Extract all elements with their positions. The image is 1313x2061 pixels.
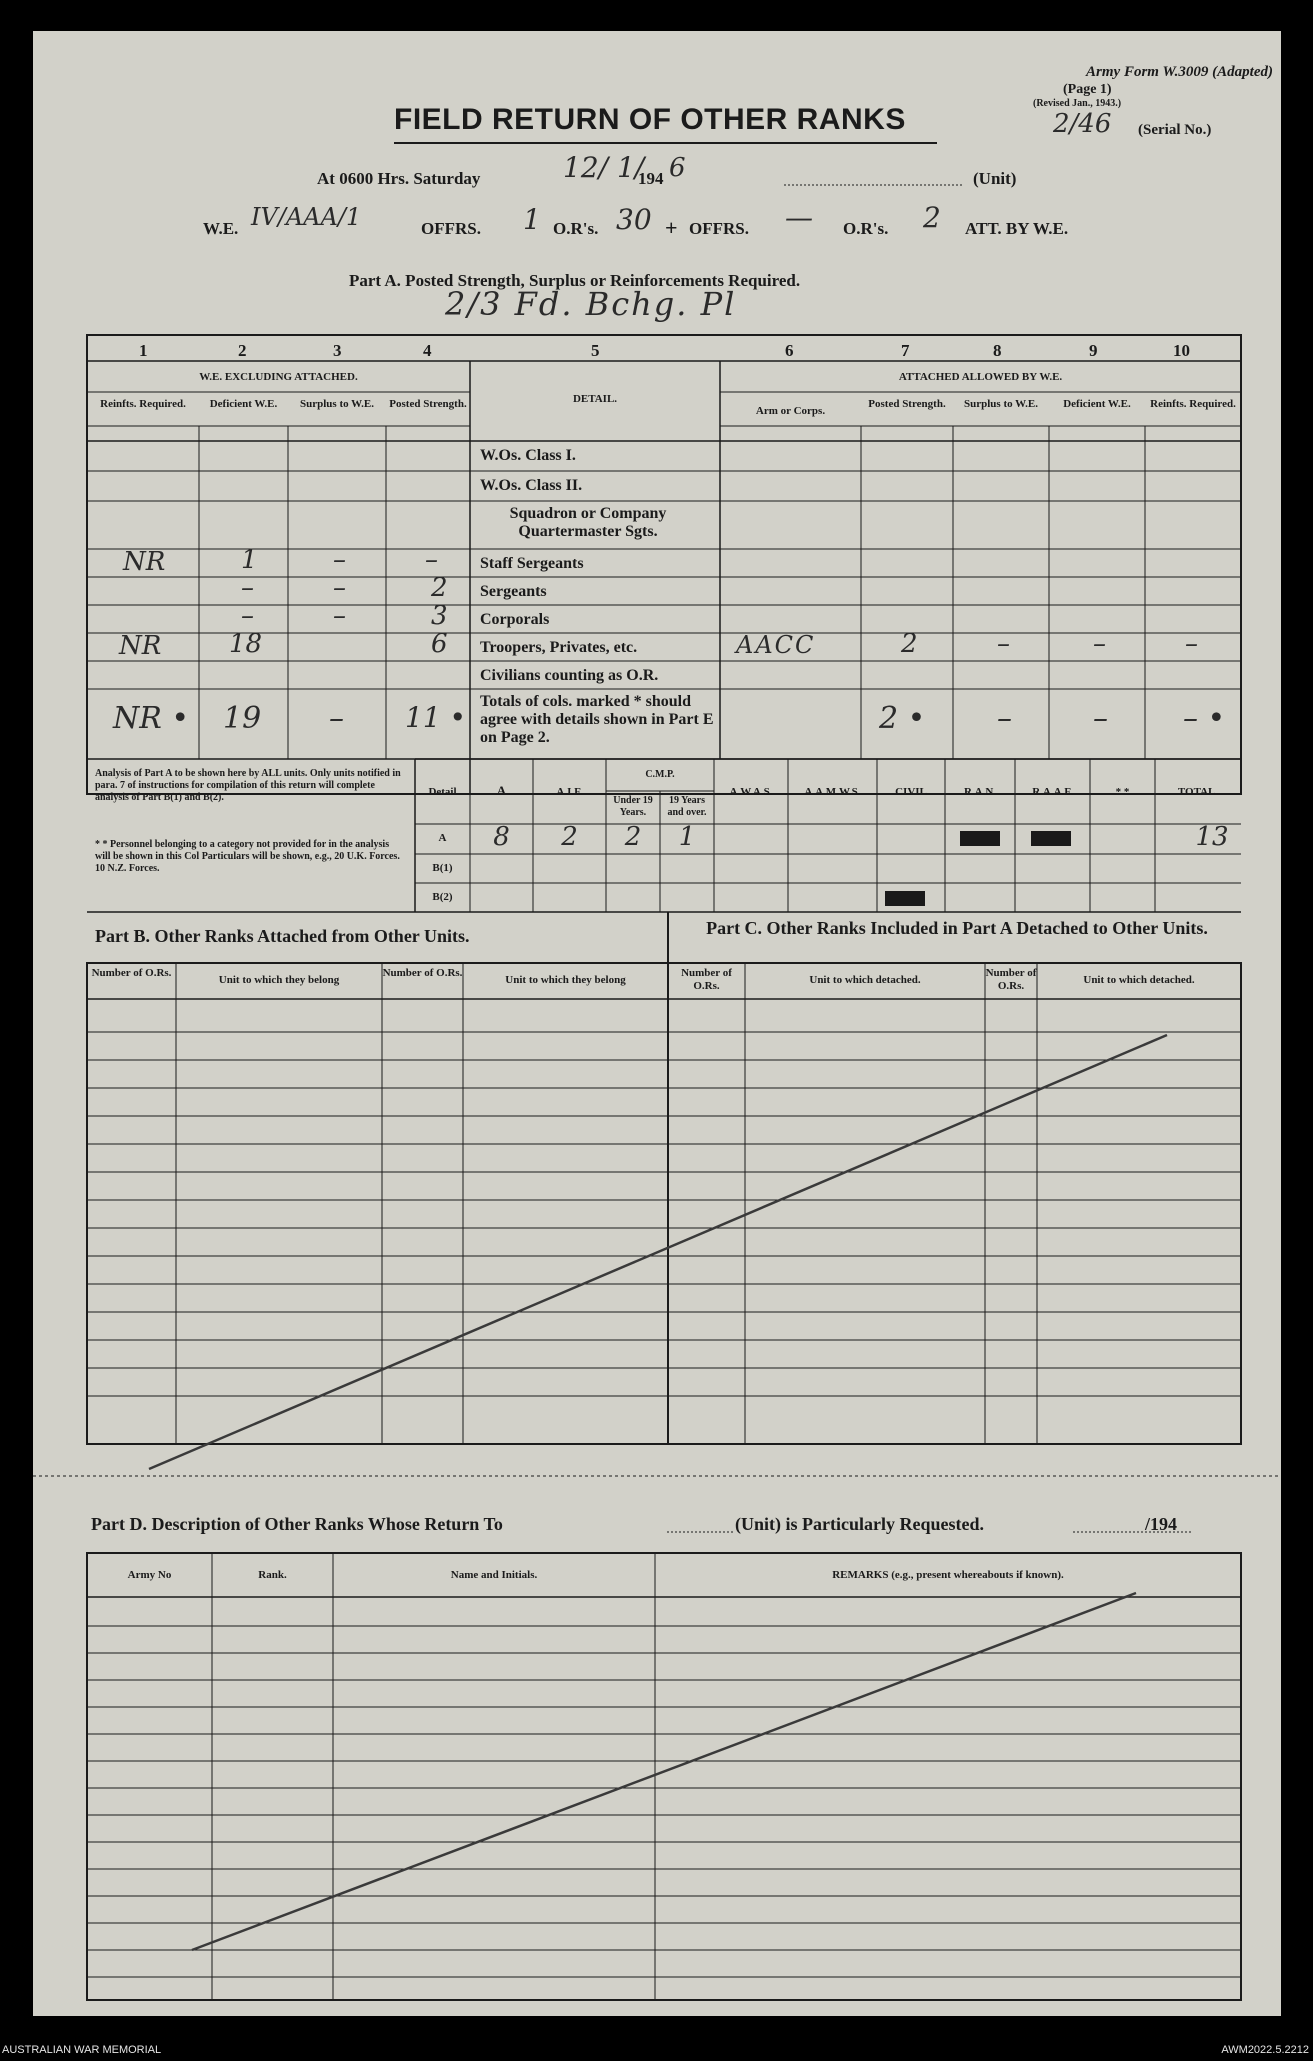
col-head-surplus: Surplus to W.E. (300, 398, 374, 410)
cell-r4-c2: – (241, 573, 254, 603)
unit-label: (Unit) (973, 169, 1017, 188)
analysis-over19-value: 1 (678, 822, 696, 852)
analysis-total-value: 13 (1195, 822, 1229, 852)
cell-r5-c2: – (241, 601, 254, 631)
part-d-heading: Part D. Description of Other Ranks Whose Return To (91, 1514, 503, 1534)
part-d-date-tail: /194 (1145, 1514, 1178, 1534)
part-d-col-remarks: REMARKS (e.g., present whereabouts if known). (832, 1569, 1064, 1581)
part-c-heading: Part C. Other Ranks Included in Part A Detached to Other Units. (706, 918, 1208, 938)
ors2-label: O.R's. (843, 219, 889, 238)
detail-row-corporals: Corporals (480, 611, 550, 628)
col-head-posted: Posted Strength. (389, 398, 467, 410)
detail-row-cqms: Squadron or Company Quartermaster Sgts. (509, 505, 667, 540)
army-form-label: Army Form W.3009 (Adapted) (1086, 64, 1273, 80)
col-num-8: 8 (993, 341, 1002, 360)
analysis-note: Analysis of Part A to be shown here by ALL units. Only units notified in para. 7 of instructions for compilation of this return will complete analysis of Part B(1) and B(2). (95, 768, 401, 803)
analysis-head-over19: 19 Years and over. (667, 795, 707, 818)
form-grid (33, 31, 1281, 2016)
cell-r8-c3: – (329, 701, 344, 736)
col-head-posted2: Posted Strength. (868, 398, 946, 410)
col-head-arm: Arm or Corps. (755, 405, 826, 417)
analysis-row-a-label: A (438, 832, 447, 844)
cell-r6-c8: – (997, 629, 1010, 659)
analysis-head-aamws: A.A.M.W.S. (804, 786, 861, 798)
part-d-heading-tail: (Unit) is Particularly Requested. (735, 1514, 984, 1534)
cell-r3-c2: 1 (241, 545, 258, 575)
att-label: ATT. BY W.E. (965, 219, 1069, 238)
analysis-head-stars: * * (1115, 786, 1130, 798)
ors2-value: 2 (923, 201, 941, 234)
cell-r8-c9: – (1093, 701, 1108, 736)
part-c-col-unit2: Unit to which detached. (1083, 974, 1195, 986)
cell-r6-c2: 18 (229, 629, 263, 659)
form-sheet (33, 31, 1281, 2016)
cell-r4-c4: 2 (431, 573, 448, 603)
cell-r4-c3: – (333, 573, 346, 603)
col-head-surplus2: Surplus to W.E. (964, 398, 1038, 410)
analysis-a-value: 8 (493, 822, 510, 852)
we-excluding-heading: W.E. EXCLUDING ATTACHED. (199, 371, 358, 383)
part-d-col-name: Name and Initials. (450, 1569, 538, 1581)
cell-r5-c4: 3 (431, 601, 448, 631)
ors-value: 30 (616, 203, 652, 236)
cell-r8-c8: – (997, 701, 1012, 736)
page-label: (Page 1) (1063, 82, 1112, 97)
cell-r6-c9: – (1093, 629, 1106, 659)
cell-r8-c2: 19 (223, 701, 262, 736)
analysis-head-under19: Under 19 Years. (613, 795, 653, 818)
cell-r5-c3: – (333, 601, 346, 631)
ors-label: O.R's. (553, 219, 599, 238)
detail-row-sergeants: Sergeants (480, 583, 547, 600)
cell-r8-c7: 2 • (879, 701, 926, 736)
analysis-head-a: A (496, 783, 507, 798)
analysis-head-total: TOTAL. (1177, 786, 1219, 798)
part-b-col-num2: Number of O.Rs. (382, 967, 463, 979)
we-value: IV/AAA/1 (251, 203, 362, 231)
part-d-col-armyno: Army No (127, 1569, 172, 1581)
form-title: FIELD RETURN OF OTHER RANKS (394, 103, 906, 136)
cell-r3-c4: – (425, 545, 438, 575)
cell-r6-c4: 6 (431, 629, 448, 659)
cell-r8-c4: 11 • (405, 701, 467, 734)
col-num-4: 4 (423, 341, 432, 360)
year-digit: 6 (669, 153, 686, 183)
part-a-heading: Part A. Posted Strength, Surplus or Reinforcements Required. (349, 271, 801, 290)
we-label: W.E. (203, 219, 239, 238)
detail-row-wo2: W.Os. Class II. (480, 477, 583, 494)
part-c-col-num2: Number of O.Rs. (985, 967, 1037, 992)
col-head-deficient: Deficient W.E. (209, 398, 278, 410)
col-num-3: 3 (333, 341, 342, 360)
analysis-row-b2-label: B(2) (432, 891, 453, 903)
part-d-col-rank: Rank. (258, 1569, 287, 1581)
cell-r8-c1: NR • (113, 701, 190, 736)
analysis-head-detail: Detail (428, 786, 457, 798)
offrs-value: 1 (523, 203, 541, 236)
detail-row-troopers: Troopers, Privates, etc. (480, 639, 638, 656)
col-num-2: 2 (238, 341, 247, 360)
analysis-row-b1-label: B(1) (432, 862, 453, 874)
col-num-1: 1 (139, 341, 148, 360)
attached-allowed-heading: ATTACHED ALLOWED BY W.E. (898, 371, 1063, 383)
part-b-col-num1: Number of O.Rs. (91, 967, 172, 979)
personnel-note: * * Personnel belonging to a category not provided for in the analysis will be shown in this Col Particulars will be shown, e.g., 20 U.K. Forces. 10 N.Z. Forces. (95, 839, 400, 874)
col-num-5: 5 (591, 341, 600, 360)
cell-r6-c7: 2 (901, 629, 918, 659)
detail-row-wo1: W.Os. Class I. (480, 447, 576, 464)
analysis-aif-value: 2 (561, 822, 578, 852)
col-head-deficient2: Deficient W.E. (1063, 398, 1131, 410)
analysis-head-ran: R.A.N. (963, 786, 997, 798)
redacted-cell-civil (885, 891, 925, 906)
unit-handwritten: 2/3 Fd. Bchg. Pl (445, 285, 737, 323)
col-num-10: 10 (1173, 341, 1190, 360)
date-handwritten: 12/ 1/ (563, 151, 645, 184)
cell-r3-c3: – (333, 545, 346, 575)
analysis-head-civil: CIVIL (895, 786, 927, 798)
cell-r6-c1: NR (119, 631, 162, 661)
redacted-cell-ran (960, 831, 1000, 846)
footer-left-credit: AUSTRALIAN WAR MEMORIAL (2, 2044, 162, 2056)
part-b-heading: Part B. Other Ranks Attached from Other Units. (95, 926, 470, 946)
redacted-cell-raaf (1031, 831, 1071, 846)
cell-r3-c1: NR (123, 547, 166, 577)
cell-r6-c10: – (1185, 629, 1198, 659)
part-c-col-num1: Number of O.Rs. (681, 967, 732, 992)
part-b-col-unit2: Unit to which they belong (505, 974, 626, 986)
offrs-label: OFFRS. (421, 219, 481, 238)
col-num-9: 9 (1089, 341, 1098, 360)
footer-right-ref: AWM2022.5.2212 (1221, 2044, 1309, 2056)
detail-heading: DETAIL. (572, 393, 618, 405)
col-num-7: 7 (901, 341, 910, 360)
analysis-head-raaf: R.A.A.F. (1032, 786, 1073, 798)
col-head-reinfts2: Reinfts. Required. (1150, 398, 1236, 410)
analysis-head-awas: A.W.A.S. (729, 786, 773, 798)
cell-r6-c6: AACC (736, 631, 816, 659)
part-c-col-unit1: Unit to which detached. (809, 974, 921, 986)
part-b-col-unit1: Unit to which they belong (218, 974, 340, 986)
analysis-under19-value: 2 (624, 822, 642, 852)
offrs2-label: OFFRS. (689, 219, 749, 238)
analysis-head-aif: A.I.F. (556, 786, 583, 798)
revised-label: (Revised Jan., 1943.) (1033, 98, 1122, 109)
col-head-reinfts: Reinfts. Required. (100, 398, 186, 410)
cell-r8-c10: – • (1183, 701, 1226, 736)
serial-value: 2/46 (1053, 109, 1112, 139)
serial-label: (Serial No.) (1138, 122, 1212, 138)
analysis-head-cmp: C.M.P. (645, 769, 675, 780)
at-label: At 0600 Hrs. Saturday (317, 169, 481, 188)
plus-sign: + (665, 215, 678, 240)
offrs2-value: — (785, 201, 813, 234)
detail-row-staff-sgts: Staff Sergeants (480, 555, 584, 572)
col-num-6: 6 (785, 341, 794, 360)
year-prefix: 194 (638, 169, 664, 188)
detail-row-totals: Totals of cols. marked * should agree with details shown in Part E on Page 2. (480, 693, 714, 746)
detail-row-civilians: Civilians counting as O.R. (480, 667, 659, 684)
